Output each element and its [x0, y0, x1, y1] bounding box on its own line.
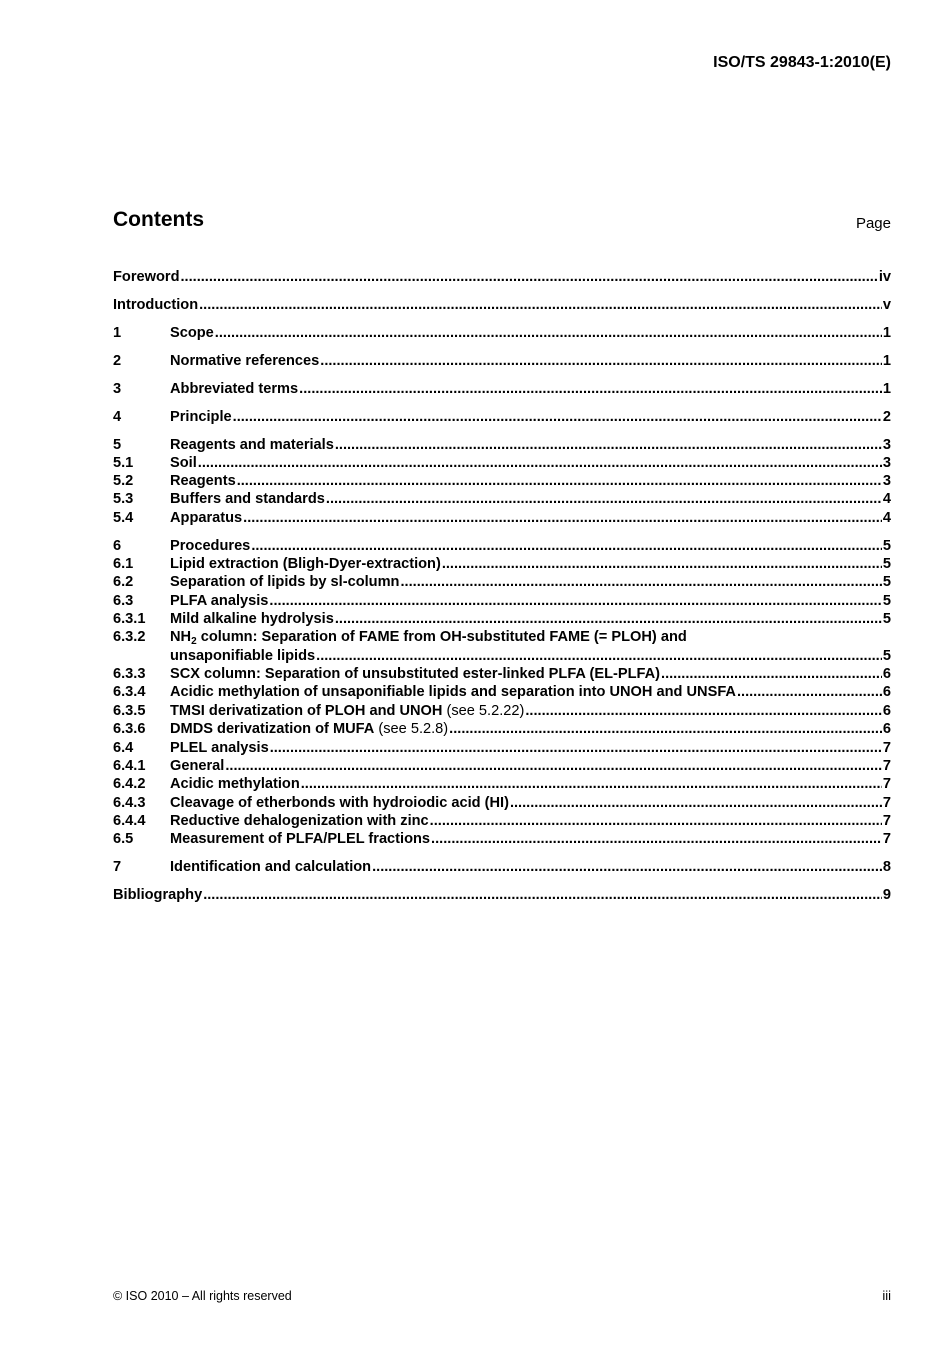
toc-page: 7	[882, 758, 891, 774]
toc-page: 8	[882, 859, 891, 875]
toc-number: 6.4	[113, 740, 134, 756]
toc-entry-7[interactable]	[113, 859, 891, 875]
toc-title: Introduction	[113, 297, 199, 313]
toc-entry-6[interactable]	[113, 538, 891, 554]
toc-title: Reductive dehalogenization with zinc	[170, 813, 429, 829]
toc-title: SCX column: Separation of unsubstituted ester-linked PLFA (EL-PLFA)	[170, 666, 661, 682]
toc-title: Cleavage of etherbonds with hydroiodic acid (HI)	[170, 795, 509, 811]
toc-leader	[270, 740, 882, 756]
toc-leader	[198, 455, 882, 471]
toc-number: 6.3.5	[113, 703, 146, 719]
contents-title: Contents	[113, 208, 204, 231]
toc-number: 6.3.1	[113, 611, 146, 627]
toc-leader	[335, 437, 882, 453]
toc-number: 6.3	[113, 593, 134, 609]
toc-page: 5	[882, 611, 891, 627]
toc-entry-6-3-4[interactable]	[113, 684, 891, 700]
toc-title: Reagents and materials	[170, 437, 334, 453]
toc-number: 5.4	[113, 510, 134, 526]
toc-page: 5	[882, 574, 891, 590]
toc-number: 1	[113, 325, 122, 341]
toc-entry-6-1[interactable]	[113, 556, 891, 572]
toc-entry-5-3[interactable]	[113, 491, 891, 507]
toc-leader	[525, 703, 882, 719]
toc-title: Principle	[170, 409, 232, 425]
page-number: iii	[882, 1288, 891, 1303]
toc-entry-3[interactable]	[113, 381, 891, 397]
toc-leader	[199, 297, 882, 313]
toc-entry-4[interactable]	[113, 409, 891, 425]
toc-entry-6-4-3[interactable]	[113, 795, 891, 811]
toc-page: 5	[882, 648, 891, 664]
toc-entry-bibliography[interactable]	[113, 887, 891, 903]
toc-number: 6.4.3	[113, 795, 146, 811]
toc-number: 6.4.2	[113, 776, 146, 792]
toc-number: 5.3	[113, 491, 134, 507]
toc-leader	[326, 491, 882, 507]
toc-title: Bibliography	[113, 887, 203, 903]
toc-leader	[203, 887, 882, 903]
toc-leader	[320, 353, 882, 369]
toc-page: 5	[882, 556, 891, 572]
toc-leader	[335, 611, 882, 627]
toc-title: Apparatus	[170, 510, 243, 526]
toc-entry-foreword[interactable]	[113, 269, 891, 285]
toc-leader	[661, 666, 882, 682]
toc-title: DMDS derivatization of MUFA (see 5.2.8)	[170, 721, 449, 737]
toc-leader	[215, 325, 882, 341]
toc-entry-5-4[interactable]	[113, 510, 891, 526]
toc-leader	[251, 538, 882, 554]
toc-page: iv	[878, 269, 891, 285]
document-id: ISO/TS 29843-1:2010(E)	[713, 54, 891, 71]
toc-number: 3	[113, 381, 122, 397]
toc-entry-6-4-4[interactable]	[113, 813, 891, 829]
toc-page: 7	[882, 831, 891, 847]
toc-entry-6-5[interactable]	[113, 831, 891, 847]
toc-entry-6-4-1[interactable]	[113, 758, 891, 774]
toc-leader	[180, 269, 877, 285]
toc-entry-5-1[interactable]	[113, 455, 891, 471]
toc-page: 5	[882, 593, 891, 609]
toc-number: 2	[113, 353, 122, 369]
toc-leader	[449, 721, 882, 737]
toc-page: 1	[882, 353, 891, 369]
toc-title: Identification and calculation	[170, 859, 372, 875]
toc-entry-6-4[interactable]	[113, 740, 891, 756]
toc-number: 6.3.6	[113, 721, 146, 737]
toc-title: Soil	[170, 455, 197, 471]
toc-title: PLEL analysis	[170, 740, 269, 756]
toc-title: Normative references	[170, 353, 320, 369]
toc-page: 9	[882, 887, 891, 903]
toc-number: 6.3.3	[113, 666, 146, 682]
page-column-label: Page	[855, 215, 891, 232]
toc-page: 7	[882, 776, 891, 792]
toc-title: Procedures	[170, 538, 251, 554]
toc-page: 1	[882, 381, 891, 397]
toc-entry-6-3[interactable]	[113, 593, 891, 609]
toc-entry-6-4-2[interactable]	[113, 776, 891, 792]
toc-entry-6-3-1[interactable]	[113, 611, 891, 627]
toc-page: 3	[882, 473, 891, 489]
toc-title: Reagents	[170, 473, 236, 489]
toc-page: 3	[882, 455, 891, 471]
toc-number: 4	[113, 409, 122, 425]
toc-leader	[269, 593, 881, 609]
toc-title-line-2: unsaponifiable lipids	[170, 648, 316, 664]
toc-leader	[510, 795, 882, 811]
toc-title: Acidic methylation of unsaponifiable lipids and separation into UNOH and UNSFA	[170, 684, 736, 700]
toc-title: Scope	[170, 325, 214, 341]
toc-title: General	[170, 758, 225, 774]
toc-title: TMSI derivatization of PLOH and UNOH (see 5.2.22)	[170, 703, 525, 719]
toc-entry-1[interactable]	[113, 325, 891, 341]
toc-entry-6-3-2-cont[interactable]	[113, 648, 891, 664]
toc-page: 5	[882, 538, 891, 554]
toc-page: 3	[882, 437, 891, 453]
toc-page: 6	[882, 684, 891, 700]
toc-title-line-1: $NH_2$ column: Separation of FAME from OH-substituted FAME (= PLOH) and	[170, 629, 687, 647]
toc-entry-6-3-2[interactable]	[113, 629, 891, 645]
toc-page: 6	[882, 703, 891, 719]
toc-page: 7	[882, 813, 891, 829]
toc-title: Separation of lipids by sl-column	[170, 574, 400, 590]
toc-leader	[372, 859, 882, 875]
toc-number: 6.1	[113, 556, 134, 572]
toc-entry-2[interactable]	[113, 353, 891, 369]
toc-number: 5	[113, 437, 122, 453]
toc-leader	[299, 381, 882, 397]
toc-number: 6.5	[113, 831, 134, 847]
toc-title: Buffers and standards	[170, 491, 325, 507]
toc-title: Abbreviated terms	[170, 381, 299, 397]
toc-leader	[431, 831, 882, 847]
toc-page: v	[882, 297, 891, 313]
toc-page: 4	[882, 491, 891, 507]
toc-page: 6	[882, 666, 891, 682]
toc-entry-6-3-6[interactable]	[113, 721, 891, 737]
toc-number: 6.3.2	[113, 629, 146, 645]
toc-title: Acidic methylation	[170, 776, 300, 792]
toc-title: Lipid extraction (Bligh-Dyer-extraction)	[170, 556, 441, 572]
toc-note: (see 5.2.22)	[442, 703, 525, 719]
toc-entry-5[interactable]	[113, 437, 891, 453]
toc-title: Foreword	[113, 269, 180, 285]
toc-page: 2	[882, 409, 891, 425]
toc-page: 6	[882, 721, 891, 737]
toc-page: 7	[882, 795, 891, 811]
toc-entry-6-3-3[interactable]	[113, 666, 891, 682]
toc-entry-6-2[interactable]	[113, 574, 891, 590]
toc-number: 6.4.1	[113, 758, 146, 774]
toc-number: 6.3.4	[113, 684, 146, 700]
toc-number: 6	[113, 538, 122, 554]
toc-entry-5-2[interactable]	[113, 473, 891, 489]
toc-page: 1	[882, 325, 891, 341]
toc-number: 6.2	[113, 574, 134, 590]
toc-leader	[233, 409, 882, 425]
toc-leader	[237, 473, 882, 489]
toc-title: Mild alkaline hydrolysis	[170, 611, 334, 627]
toc-leader	[316, 648, 882, 664]
toc-page: 7	[882, 740, 891, 756]
toc-entry-6-3-5[interactable]	[113, 703, 891, 719]
toc-leader	[430, 813, 882, 829]
toc-number: 7	[113, 859, 122, 875]
toc-leader	[225, 758, 882, 774]
copyright-notice: © ISO 2010 – All rights reserved	[113, 1289, 292, 1303]
toc-number: 5.1	[113, 455, 134, 471]
toc-leader	[400, 574, 881, 590]
toc-entry-introduction[interactable]	[113, 297, 891, 313]
toc-page: 4	[882, 510, 891, 526]
toc-leader	[737, 684, 882, 700]
toc-number: 6.4.4	[113, 813, 146, 829]
toc-title: Measurement of PLFA/PLEL fractions	[170, 831, 431, 847]
toc-leader	[442, 556, 882, 572]
toc-note: (see 5.2.8)	[374, 721, 449, 737]
toc-leader	[243, 510, 882, 526]
toc-number: 5.2	[113, 473, 134, 489]
toc-leader	[301, 776, 882, 792]
toc-title: PLFA analysis	[170, 593, 269, 609]
